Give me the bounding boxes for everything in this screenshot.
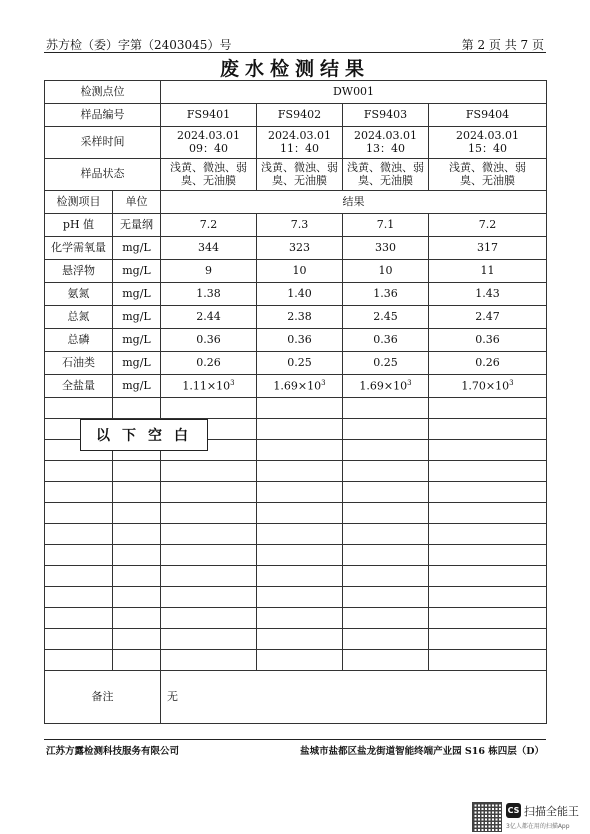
empty-cell: [343, 398, 429, 419]
empty-row: [45, 587, 547, 608]
empty-cell: [45, 566, 113, 587]
item-name: 化学需氧量: [45, 237, 113, 260]
header-divider: [44, 52, 546, 53]
empty-cell: [45, 482, 113, 503]
location-value: DW001: [161, 81, 547, 104]
empty-cell: [257, 650, 343, 671]
empty-cell: [257, 545, 343, 566]
result-value: 0.36: [161, 329, 257, 352]
item-name: 悬浮物: [45, 260, 113, 283]
empty-cell: [45, 545, 113, 566]
page-indicator: 第 2 页 共 7 页: [461, 38, 544, 52]
empty-row: [45, 482, 547, 503]
empty-cell: [45, 629, 113, 650]
table-row: [45, 329, 547, 352]
item-name: 石油类: [45, 352, 113, 375]
empty-cell: [113, 524, 161, 545]
sampling-time: 2024.03.01 09：40: [161, 127, 257, 159]
empty-cell: [161, 461, 257, 482]
remark-row: [45, 671, 547, 724]
item-unit: mg/L: [113, 260, 161, 283]
result-value: 2.45: [343, 306, 429, 329]
empty-cell: [343, 524, 429, 545]
result-value: $1.70\times 10^3$: [429, 375, 547, 398]
empty-cell: [113, 398, 161, 419]
empty-cell: [257, 398, 343, 419]
empty-cell: [429, 608, 547, 629]
table-row: [45, 306, 547, 329]
unit-header: 单位: [113, 191, 161, 214]
page-title: 废水检测结果: [219, 58, 370, 80]
empty-row: [45, 650, 547, 671]
item-unit: mg/L: [113, 306, 161, 329]
empty-cell: [113, 566, 161, 587]
sampling-time: 2024.03.01 11：40: [257, 127, 343, 159]
company-address: 盐城市盐都区盐龙街道智能终端产业园 S16 栋四层（D）: [300, 746, 544, 757]
result-value: 0.25: [257, 352, 343, 375]
item-name: 氨氮: [45, 283, 113, 306]
empty-row: [45, 629, 547, 650]
empty-cell: [45, 650, 113, 671]
sample-state: 浅黄、微浊、弱 臭、无油膜: [161, 159, 257, 191]
empty-cell: [113, 629, 161, 650]
empty-cell: [343, 545, 429, 566]
empty-cell: [429, 503, 547, 524]
report-number: 苏方检（委）字第（2403045）号: [46, 38, 232, 52]
empty-cell: [429, 629, 547, 650]
empty-cell: [45, 608, 113, 629]
result-value: 1.43: [429, 283, 547, 306]
result-value: 2.47: [429, 306, 547, 329]
empty-cell: [257, 524, 343, 545]
empty-cell: [343, 461, 429, 482]
scanner-watermark: [472, 802, 590, 834]
result-value: 344: [161, 237, 257, 260]
sampling-time: 2024.03.01 15：40: [429, 127, 547, 159]
empty-cell: [429, 398, 547, 419]
empty-cell: [45, 587, 113, 608]
empty-row: [45, 398, 547, 419]
empty-cell: [257, 587, 343, 608]
empty-cell: [429, 524, 547, 545]
result-value: 2.44: [161, 306, 257, 329]
remark-label: 备注: [45, 671, 161, 724]
sample-state-row: [45, 159, 547, 191]
item-header: 检测项目: [45, 191, 113, 214]
result-value: 330: [343, 237, 429, 260]
location-label: 检测点位: [45, 81, 161, 104]
result-value: 7.2: [161, 214, 257, 237]
empty-cell: [343, 419, 429, 440]
empty-cell: [161, 608, 257, 629]
empty-cell: [257, 461, 343, 482]
column-header-row: [45, 191, 547, 214]
item-unit: mg/L: [113, 237, 161, 260]
sample-state-label: 样品状态: [45, 159, 161, 191]
item-unit: 无量纲: [113, 214, 161, 237]
empty-cell: [161, 482, 257, 503]
result-value: 0.25: [343, 352, 429, 375]
empty-row: [45, 503, 547, 524]
sample-number: FS9401: [161, 104, 257, 127]
sample-number: FS9403: [343, 104, 429, 127]
empty-cell: [161, 587, 257, 608]
empty-cell: [429, 461, 547, 482]
result-value: 1.38: [161, 283, 257, 306]
item-name: 总氮: [45, 306, 113, 329]
result-value: 7.3: [257, 214, 343, 237]
empty-cell: [429, 566, 547, 587]
empty-cell: [343, 566, 429, 587]
empty-cell: [257, 440, 343, 461]
empty-cell: [429, 650, 547, 671]
footer-divider: [44, 739, 546, 740]
watermark-tagline: 3亿人都在用的扫描App: [506, 823, 570, 830]
empty-cell: [429, 482, 547, 503]
empty-cell: [161, 398, 257, 419]
item-unit: mg/L: [113, 352, 161, 375]
empty-cell: [45, 398, 113, 419]
result-value: $1.69\times 10^3$: [343, 375, 429, 398]
empty-cell: [343, 587, 429, 608]
empty-cell: [161, 629, 257, 650]
empty-cell: [113, 608, 161, 629]
empty-cell: [113, 482, 161, 503]
sample-state: 浅黄、微浊、弱 臭、无油膜: [429, 159, 547, 191]
empty-row: [45, 566, 547, 587]
empty-row: [45, 545, 547, 566]
empty-cell: [161, 650, 257, 671]
item-name: 全盐量: [45, 375, 113, 398]
sampling-time-label: 采样时间: [45, 127, 161, 159]
sampling-time-row: [45, 127, 547, 159]
company-name: 江苏方露检测科技服务有限公司: [46, 746, 180, 757]
result-value: $1.69\times 10^3$: [257, 375, 343, 398]
empty-cell: [45, 524, 113, 545]
result-header: 结果: [161, 191, 547, 214]
item-name: 总磷: [45, 329, 113, 352]
sample-state: 浅黄、微浊、弱 臭、无油膜: [343, 159, 429, 191]
table-row: [45, 214, 547, 237]
result-value: 7.2: [429, 214, 547, 237]
result-value: 0.26: [161, 352, 257, 375]
result-value: 7.1: [343, 214, 429, 237]
empty-cell: [113, 461, 161, 482]
empty-cell: [113, 587, 161, 608]
sample-number-label: 样品编号: [45, 104, 161, 127]
result-value: 1.40: [257, 283, 343, 306]
sample-number: FS9404: [429, 104, 547, 127]
result-value: $1.11\times 10^3$: [161, 375, 257, 398]
blank-notice: 以下空白: [80, 419, 208, 451]
data-rows: [45, 214, 547, 398]
empty-cell: [257, 608, 343, 629]
empty-cell: [429, 419, 547, 440]
empty-cell: [257, 503, 343, 524]
location-row: [45, 81, 547, 104]
result-value: 0.36: [343, 329, 429, 352]
empty-cell: [161, 503, 257, 524]
empty-cell: [113, 503, 161, 524]
table-row: [45, 375, 547, 398]
empty-cell: [257, 419, 343, 440]
empty-cell: [429, 440, 547, 461]
empty-cell: [429, 587, 547, 608]
empty-cell: [45, 503, 113, 524]
table-row: [45, 260, 547, 283]
empty-cell: [113, 650, 161, 671]
result-value: 0.26: [429, 352, 547, 375]
qr-code-icon: [472, 802, 502, 832]
empty-cell: [343, 608, 429, 629]
item-name: pH 值: [45, 214, 113, 237]
sample-state: 浅黄、微浊、弱 臭、无油膜: [257, 159, 343, 191]
empty-row: [45, 608, 547, 629]
item-unit: mg/L: [113, 329, 161, 352]
result-value: 10: [257, 260, 343, 283]
empty-cell: [113, 545, 161, 566]
empty-cell: [343, 440, 429, 461]
empty-cell: [161, 524, 257, 545]
item-unit: mg/L: [113, 283, 161, 306]
empty-row: [45, 524, 547, 545]
empty-cell: [161, 566, 257, 587]
empty-cell: [343, 482, 429, 503]
empty-row: [45, 461, 547, 482]
app-logo-icon: CS: [506, 803, 521, 818]
result-value: 323: [257, 237, 343, 260]
empty-cell: [343, 650, 429, 671]
empty-cell: [257, 482, 343, 503]
empty-cell: [161, 545, 257, 566]
table-row: [45, 237, 547, 260]
result-value: 1.36: [343, 283, 429, 306]
result-value: 0.36: [257, 329, 343, 352]
sampling-time: 2024.03.01 13：40: [343, 127, 429, 159]
empty-cell: [429, 545, 547, 566]
result-value: 10: [343, 260, 429, 283]
remark-value: 无: [161, 671, 547, 724]
empty-cell: [257, 566, 343, 587]
empty-cell: [45, 461, 113, 482]
table-row: [45, 352, 547, 375]
empty-cell: [343, 503, 429, 524]
sample-number: FS9402: [257, 104, 343, 127]
empty-cell: [343, 629, 429, 650]
results-table: [44, 80, 547, 724]
empty-cell: [257, 629, 343, 650]
result-value: 2.38: [257, 306, 343, 329]
result-value: 11: [429, 260, 547, 283]
watermark-app-name: 扫描全能王: [524, 805, 579, 818]
result-value: 9: [161, 260, 257, 283]
result-value: 0.36: [429, 329, 547, 352]
result-value: 317: [429, 237, 547, 260]
sample-number-row: [45, 104, 547, 127]
table-row: [45, 283, 547, 306]
item-unit: mg/L: [113, 375, 161, 398]
